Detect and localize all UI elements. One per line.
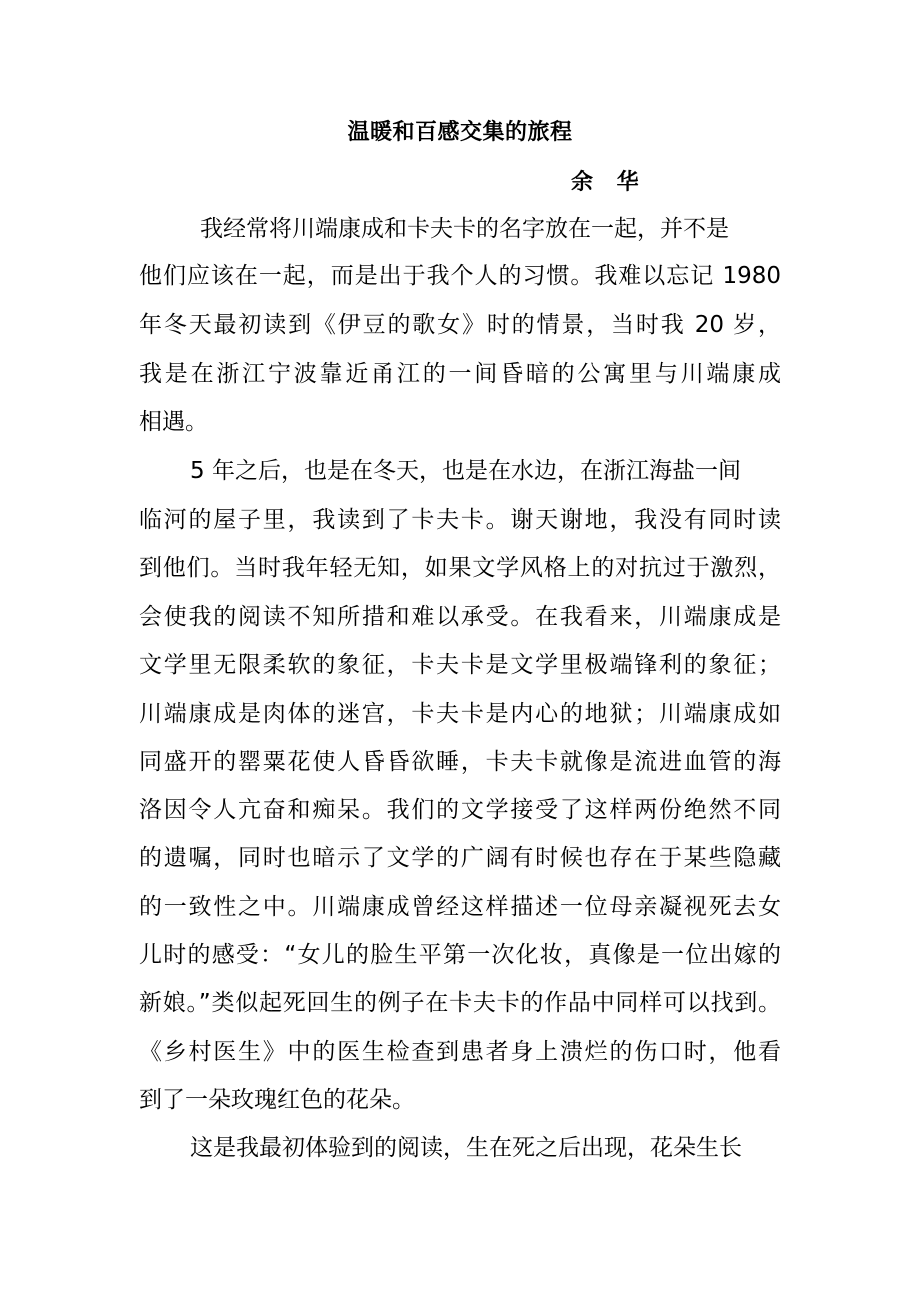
text-line: 到他们。当时我年轻无知，如果文学风格上的对抗过于激烈， [139,555,781,581]
text-line: 5 年之后，也是在冬天，也是在水边，在浙江海盐一间 [190,458,741,484]
text-line: 这是我最初体验到的阅读，生在死之后出现，花朵生长 [190,1135,742,1161]
text-line: 同盛开的罂粟花使人昏昏欲睡，卡夫卡就像是流进血管的海 [139,749,781,775]
text-line: 文学里无限柔软的象征，卡夫卡是文学里极端锋利的象征； [139,652,781,678]
text-line: 我是在浙江宁波靠近甬江的一间昏暗的公寓里与川端康成 [139,361,781,387]
text-line: 相遇。 [139,409,208,435]
text-line: 年冬天最初读到《伊豆的歌女》时的情景，当时我 20 岁， [139,312,781,338]
text-line: 新娘。”类似起死回生的例子在卡夫卡的作品中同样可以找到。 [139,990,781,1016]
text-line: 会使我的阅读不知所措和难以承受。在我看来，川端康成是 [139,604,781,630]
text-line: 《乡村医生》中的医生检查到患者身上溃烂的伤口时，他看 [139,1039,781,1065]
article-title: 温暖和百感交集的旅程 [347,120,573,145]
text-line: 临河的屋子里，我读到了卡夫卡。谢天谢地，我没有同时读 [139,507,781,533]
text-line: 川端康成是肉体的迷宫，卡夫卡是内心的地狱；川端康成如 [139,701,781,727]
text-line: 到了一朵玫瑰红色的花朵。 [139,1087,415,1113]
text-line: 洛因令人亢奋和痴呆。我们的文学接受了这样两份绝然不同 [139,797,781,823]
text-line: 的遗嘱，同时也暗示了文学的广阔有时候也存在于某些隐藏 [139,845,781,871]
text-line: 的一致性之中。川端康成曾经这样描述一位母亲凝视死去女 [139,894,781,920]
text-line: 我经常将川端康成和卡夫卡的名字放在一起，并不是 [200,216,729,242]
text-line: 儿时的感受：“女儿的脸生平第一次化妆，真像是一位出嫁的 [139,942,781,968]
text-line: 他们应该在一起，而是出于我个人的习惯。我难以忘记 1980 [139,263,781,289]
article-author: 余 华 [571,170,647,195]
